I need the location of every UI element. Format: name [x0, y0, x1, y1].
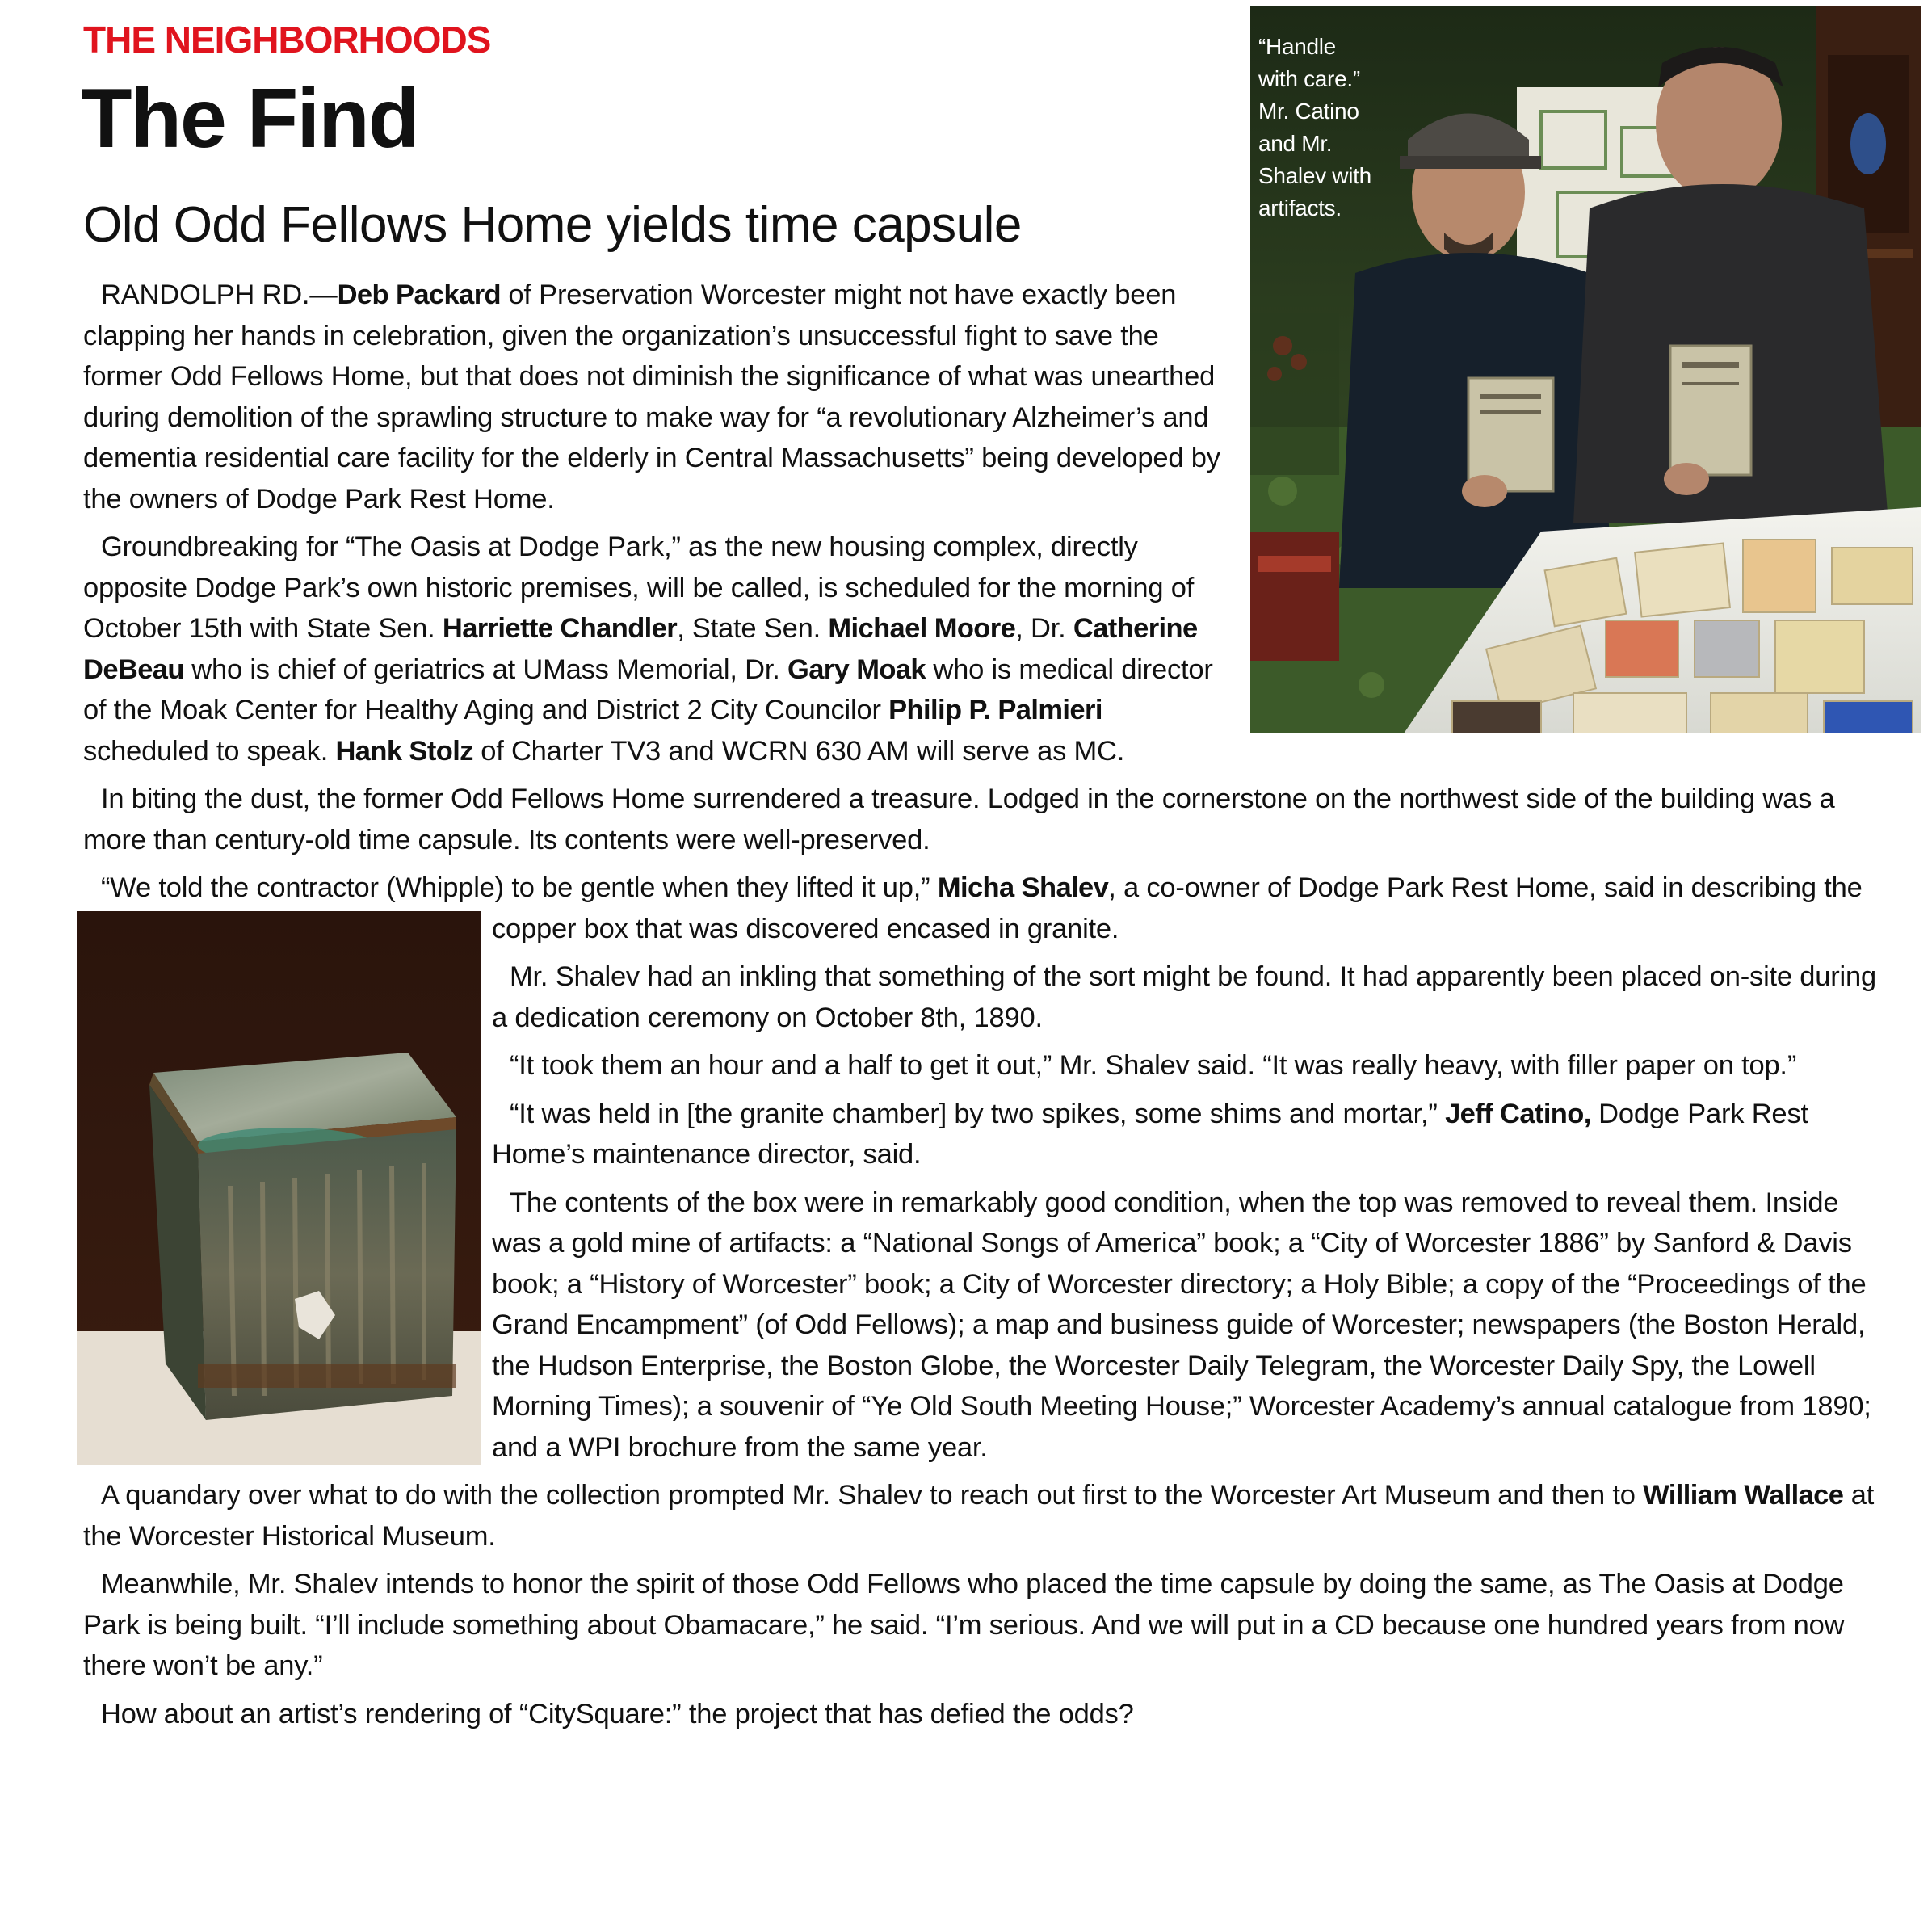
subheadline: Old Odd Fellows Home yields time capsule — [83, 197, 1022, 253]
name-harriette-chandler: Harriette Chandler — [442, 613, 678, 644]
name-michael-moore: Michael Moore — [828, 613, 1016, 644]
name-catherine-debeau: Catherine DeBeau — [83, 613, 1198, 685]
artifacts-photo — [1250, 6, 1921, 733]
paragraph-9: A quandary over what to do with the collection prompted Mr. Shalev to reach out first to the Worcester Art Museum and then to William Wallace at the Worcester Historical Museum. — [83, 1480, 1875, 1552]
paragraph-3: In biting the dust, the former Odd Fellows Home surrendered a treasure. Lodged in the cornerstone on the northwest side of the building was a more than century-old time capsule. Its contents were well-preserved. — [83, 784, 1835, 855]
name-philip-palmieri: Philip P. Palmieri — [888, 695, 1102, 725]
paragraph-5: Mr. Shalev had an inkling that something of the sort might be found. It had apparently been placed on-site during a dedication ceremony on October 8th, 1890. — [492, 961, 1876, 1033]
paragraph-8: The contents of the box were in remarkably good condition, when the top was removed to reveal them. Inside was a gold mine of artifacts: a “National Songs of America” book; a “City of Worcester 1886” by Sanford & Davis book; a “History of Worcester” book; a City of Worcester directory; a Holy Bible; a copy of the “Proceedings of the Grand Encampment” (of Odd Fellows); a map and business guide of Worcester; newspapers (the Boston Herald, the Hudson Enterprise, the Boston Globe, the Worcester Daily Telegram, the Worcester Daily Spy, the Lowell Morning Times); a souvenir of “Ye Old South Meeting House;” Worcester Academy’s annual catalogue from 1890; and a WPI brochure from the same year. — [492, 1187, 1871, 1463]
paragraph-7: “It was held in [the granite chamber] by two spikes, some shims and mortar,” Jeff Catino, Dodge Park Rest Home’s maintenance director, said. — [492, 1098, 1808, 1170]
paragraph-6: “It took them an hour and a half to get it out,” Mr. Shalev said. “It was really heavy, with filler paper on top.” — [510, 1050, 1797, 1081]
section-label: THE NEIGHBORHOODS — [83, 19, 491, 61]
name-hank-stolz: Hank Stolz — [335, 735, 473, 767]
paragraph-11: How about an artist’s rendering of “CitySquare:” the project that has defied the odds? — [101, 1698, 1134, 1729]
paragraph-1: RANDOLPH RD.—Deb Packard of Preservation Worcester might not have exactly been clapping her hands in celebration, given the organization’s unsuccessful fight to save the former Odd Fellows Home, but that does not diminish the significance of what was unearthed during demolition of the sprawling structure to make way for “a revolutionary Alzheimer’s and dementia residential care facility for the elderly in Central Massachusetts” being developed by the owners of Dodge Park Rest Home. — [83, 279, 1220, 515]
copper-box-photo-image — [77, 911, 481, 1465]
name-william-wallace: William Wallace — [1643, 1480, 1844, 1511]
photo-caption: “Handle with care.” Mr. Catino and Mr. Shalev with artifacts. — [1258, 34, 1371, 221]
name-gary-moak: Gary Moak — [787, 654, 926, 685]
paragraph-10: Meanwhile, Mr. Shalev intends to honor the spirit of those Odd Fellows who placed the time capsule by doing the same, as The Oasis at Dodge Park is being built. “I’ll include something about Obamacare,” he said. “I’m serious. And we will put in a CD because one hundred years from now there won’t be any.” — [83, 1569, 1845, 1681]
paragraph-4: “We told the contractor (Whipple) to be gentle when they lifted it up,” Micha Shalev, a co-owner of Dodge Park Rest Home, said in describing the copper box that was discovered encased in granite. — [101, 872, 1863, 944]
paragraph-2: Groundbreaking for “The Oasis at Dodge Park,” as the new housing complex, directly opposite Dodge Park’s own historic premises, will be called, is scheduled for the morning of October 15th with State Sen. Harriette Chandler, State Sen. Michael Moore, Dr. Catherine DeBeau who is chief of geriatrics at UMass Memorial, Dr. Gary Moak who is medical director of the Moak Center for Healthy Aging and District 2 City Councilor Philip P. Palmieri scheduled to speak. Hank Stolz of Charter TV3 and WCRN 630 AM will serve as MC. — [83, 532, 1213, 767]
headline: The Find — [81, 72, 418, 166]
name-deb-packard: Deb Packard — [337, 279, 502, 310]
name-jeff-catino: Jeff Catino, — [1445, 1098, 1591, 1129]
copper-box-photo — [77, 911, 481, 1465]
name-micha-shalev: Micha Shalev — [937, 872, 1109, 903]
